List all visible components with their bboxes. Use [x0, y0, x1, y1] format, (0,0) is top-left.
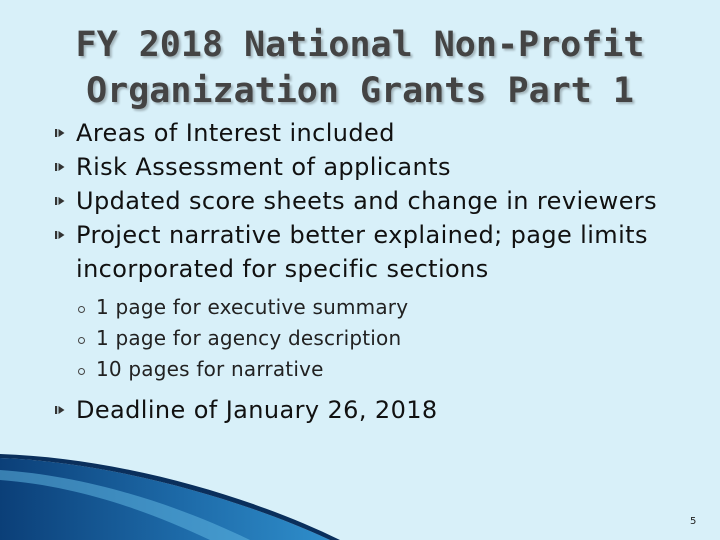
arrow-bullet-icon — [55, 128, 65, 138]
bullet-item — [55, 218, 695, 385]
circle-bullet-icon — [78, 337, 85, 344]
bullet-item — [55, 150, 695, 184]
sub-bullet-list — [76, 292, 695, 385]
decorative-swoosh — [0, 440, 720, 540]
circle-bullet-icon — [78, 306, 85, 313]
arrow-bullet-icon — [55, 405, 65, 415]
deadline-text: Deadline of January 26, 2018 — [76, 396, 438, 424]
bullet-item — [55, 116, 695, 150]
sub-bullet-item — [78, 354, 695, 385]
arrow-bullet-icon — [55, 196, 65, 206]
sub-bullet-text: 1 page for agency description — [96, 326, 402, 350]
bullet-text: Updated score sheets and change in reviewers — [76, 187, 658, 215]
sub-bullet-text: 10 pages for narrative — [96, 357, 324, 381]
arrow-bullet-icon — [55, 230, 65, 240]
page-number: 5 — [690, 516, 697, 527]
sub-bullet-item — [78, 292, 695, 323]
bullet-list — [55, 116, 695, 427]
bullet-text: Project narrative better explained; page limits incorporated for specific sections — [76, 221, 648, 283]
sub-bullet-text: 1 page for executive summary — [96, 295, 409, 319]
arrow-bullet-icon — [55, 162, 65, 172]
bullet-text: Risk Assessment of applicants — [76, 153, 451, 181]
slide-title — [40, 22, 680, 114]
bullet-item — [55, 393, 695, 427]
circle-bullet-icon — [78, 368, 85, 375]
sub-bullet-item — [78, 323, 695, 354]
title-line-1: FY 2018 National Non-Profit — [75, 25, 645, 65]
bullet-item — [55, 184, 695, 218]
title-line-2: Organization Grants Part 1 — [86, 71, 634, 111]
bullet-text: Areas of Interest included — [76, 119, 395, 147]
